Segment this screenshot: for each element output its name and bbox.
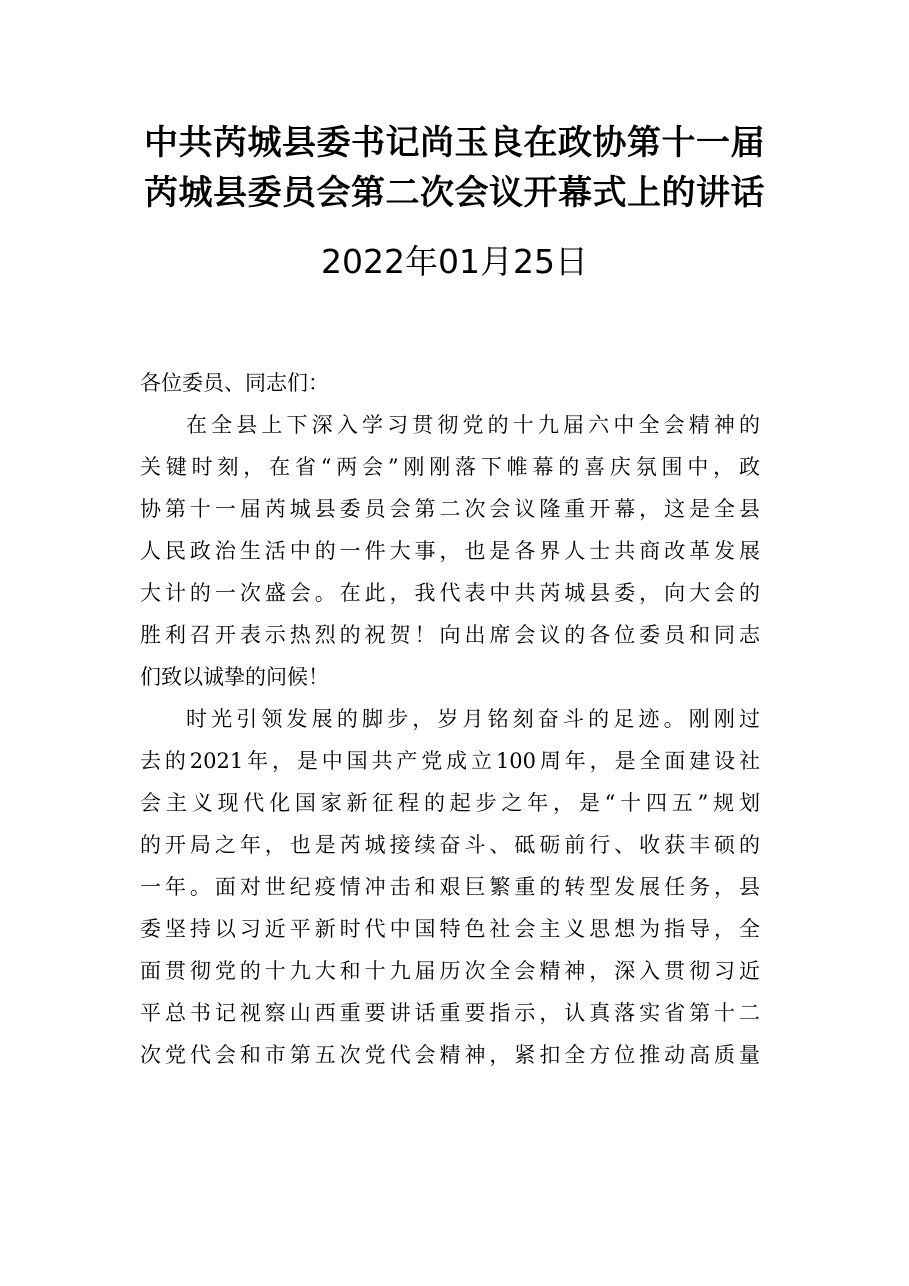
paragraph-2-line: 会主义现代化国家新征程的起步之年，是“十四五”规划 — [140, 791, 760, 815]
paragraph-1-line: 协第十一届芮城县委员会第二次会议隆重开幕，这是全县 — [140, 497, 760, 521]
title-line-1: 中共芮城县委书记尚玉良在政协第十一届 — [144, 123, 765, 163]
paragraph-2-line: 一年。面对世纪疫情冲击和艰巨繁重的转型发展任务，县 — [140, 875, 760, 899]
paragraph-1-line: 胜利召开表示热烈的祝贺！向出席会议的各位委员和同志 — [140, 623, 760, 647]
speech-date: 2022年01月25日 — [321, 242, 588, 281]
document-title — [60, 118, 849, 218]
paragraph-1-line: 关键时刻，在省“两会”刚刚落下帷幕的喜庆氛围中，政 — [140, 455, 760, 479]
paragraph-2-line: 面贯彻党的十九大和十九届历次全会精神，深入贯彻习近 — [140, 959, 760, 983]
paragraph-1-line: 大计的一次盛会。在此，我代表中共芮城县委，向大会的 — [140, 581, 760, 605]
paragraph-2-line: 次党代会和市第五次党代会精神，紧扣全方位推动高质量 — [140, 1043, 760, 1067]
paragraph-2-line: 去的2021年，是中国共产党成立100周年，是全面建设社 — [140, 749, 760, 773]
paragraph-2-line: 的开局之年，也是芮城接续奋斗、砥砺前行、收获丰硕的 — [140, 833, 760, 857]
paragraph-1-line: 们致以诚挚的问候！ — [140, 665, 329, 689]
paragraph-2-line: 委坚持以习近平新时代中国特色社会主义思想为指导，全 — [140, 917, 760, 941]
speech-body — [140, 362, 760, 1076]
paragraph-1-line: 在全县上下深入学习贯彻党的十九届六中全会精神的 — [186, 413, 760, 437]
title-line-2: 芮城县委员会第二次会议开幕式上的讲话 — [144, 173, 765, 213]
paragraph-2-line: 平总书记视察山西重要讲话重要指示，认真落实省第十二 — [140, 1001, 760, 1025]
paragraph-1-line: 人民政治生活中的一件大事，也是各界人士共商改革发展 — [140, 539, 760, 563]
salutation: 各位委员、同志们： — [140, 371, 329, 395]
paragraph-2-line: 时光引领发展的脚步，岁月铭刻奋斗的足迹。刚刚过 — [186, 707, 760, 731]
